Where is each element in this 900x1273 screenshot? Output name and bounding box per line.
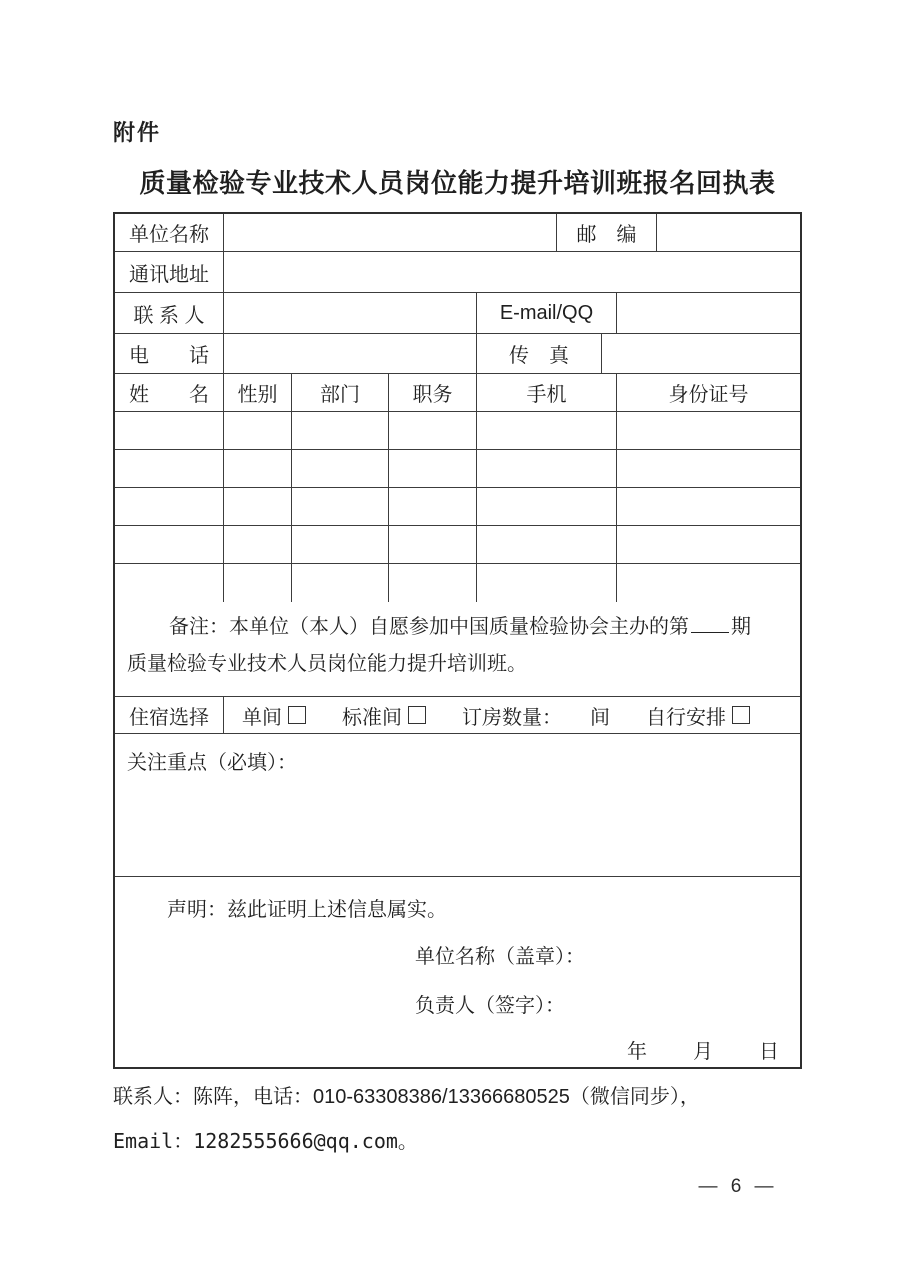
option-self-arrange [646, 701, 750, 730]
idnumber-input-cell [617, 450, 800, 487]
col-mobile-header: 手机 [477, 374, 617, 411]
booking-unit-label: 间 [590, 706, 610, 729]
address-label: 通讯地址 [115, 252, 224, 292]
focus-cell [115, 734, 800, 876]
accommodation-options [224, 697, 800, 733]
phone-value-cell [224, 334, 477, 373]
name-input-cell [115, 564, 224, 602]
declaration-row [115, 877, 800, 1067]
idnumber-input-cell [617, 412, 800, 449]
remark-cell [115, 602, 800, 696]
unit-name-label: 单位名称 [115, 214, 224, 251]
gender-input-cell [224, 412, 292, 449]
contact-label: 联 系 人 [115, 293, 224, 333]
registration-form-table [113, 212, 802, 1069]
name-input-cell [115, 412, 224, 449]
unit-seal-label: 单位名称（盖章）： [415, 946, 585, 968]
declaration-statement: 声明：兹此证明上述信息属实。 [167, 899, 447, 921]
position-input-cell [389, 412, 477, 449]
gender-input-cell [224, 450, 292, 487]
personnel-blank-rows [115, 412, 800, 602]
option-single-room [242, 701, 306, 730]
col-name-header: 姓 名 [115, 374, 224, 411]
name-input-cell [115, 450, 224, 487]
department-input-cell [292, 488, 389, 525]
row-phone [115, 334, 800, 374]
unit-name-value-cell [224, 214, 557, 251]
name-input-cell [115, 488, 224, 525]
option-standard-room [342, 701, 426, 730]
footer-email-line: Email：1282555666@qq.com。 [113, 1129, 418, 1153]
postcode-value-cell [657, 214, 800, 251]
fax-label: 传 真 [477, 334, 602, 373]
department-input-cell [292, 450, 389, 487]
mobile-input-cell [477, 564, 617, 602]
mobile-input-cell [477, 488, 617, 525]
gender-input-cell [224, 488, 292, 525]
mobile-input-cell [477, 412, 617, 449]
department-input-cell [292, 526, 389, 563]
contact-value-cell [224, 293, 477, 333]
page-number: — 6 — [698, 1176, 778, 1197]
row-contact [115, 293, 800, 334]
department-input-cell [292, 564, 389, 602]
position-input-cell [389, 564, 477, 602]
position-input-cell [389, 450, 477, 487]
footer-contact-line: 联系人：陈阵，电话：010-63308386/13366680525（微信同步）， [113, 1086, 700, 1108]
single-room-label: 单间 [242, 706, 282, 729]
position-input-cell [389, 526, 477, 563]
remark-text-suffix: 期 [731, 616, 751, 638]
mobile-input-cell [477, 450, 617, 487]
personnel-blank-row [115, 450, 800, 488]
remark-line1 [127, 609, 788, 646]
focus-label: 关注重点（必填）： [127, 752, 297, 774]
self-arrange-label: 自行安排 [646, 706, 726, 729]
remark-line2: 质量检验专业技术人员岗位能力提升培训班。 [127, 653, 527, 675]
address-value-cell [224, 252, 800, 292]
idnumber-input-cell [617, 488, 800, 525]
responsible-sign-label: 负责人（签字）： [415, 995, 565, 1017]
mobile-input-cell [477, 526, 617, 563]
email-qq-label: E-mail/QQ [477, 293, 617, 333]
personnel-blank-row [115, 564, 800, 602]
department-input-cell [292, 412, 389, 449]
personnel-header-row [115, 374, 800, 412]
self-arrange-checkbox [732, 706, 750, 724]
postcode-label: 邮 编 [557, 214, 657, 251]
position-input-cell [389, 488, 477, 525]
email-qq-value-cell [617, 293, 800, 333]
booking-quantity [462, 701, 610, 730]
remark-text-prefix: 备注：本单位（本人）自愿参加中国质量检验协会主办的第 [169, 616, 689, 638]
single-room-checkbox [288, 706, 306, 724]
row-address [115, 252, 800, 293]
idnumber-input-cell [617, 564, 800, 602]
form-title: 质量检验专业技术人员岗位能力提升培训班报名回执表 [139, 168, 776, 198]
remark-blank-underline [691, 612, 729, 633]
col-position-header: 职务 [389, 374, 477, 411]
idnumber-input-cell [617, 526, 800, 563]
date-line: 年 月 日 [627, 1041, 781, 1063]
gender-input-cell [224, 526, 292, 563]
attachment-label: 附件 [113, 120, 162, 145]
remark-row [115, 602, 800, 697]
col-department-header: 部门 [292, 374, 389, 411]
name-input-cell [115, 526, 224, 563]
accommodation-label: 住宿选择 [115, 697, 224, 733]
booking-quantity-label: 订房数量： [462, 706, 562, 729]
col-gender-header: 性别 [224, 374, 292, 411]
gender-input-cell [224, 564, 292, 602]
fax-value-cell [602, 334, 800, 373]
col-idnumber-header: 身份证号 [668, 384, 749, 406]
declaration-cell [115, 877, 800, 1067]
accommodation-row [115, 697, 800, 734]
phone-label: 电 话 [115, 334, 224, 373]
personnel-blank-row [115, 488, 800, 526]
row-unit-name [115, 214, 800, 252]
personnel-blank-row [115, 412, 800, 450]
personnel-blank-row [115, 526, 800, 564]
standard-room-label: 标准间 [342, 706, 402, 729]
standard-room-checkbox [408, 706, 426, 724]
focus-row [115, 734, 800, 877]
